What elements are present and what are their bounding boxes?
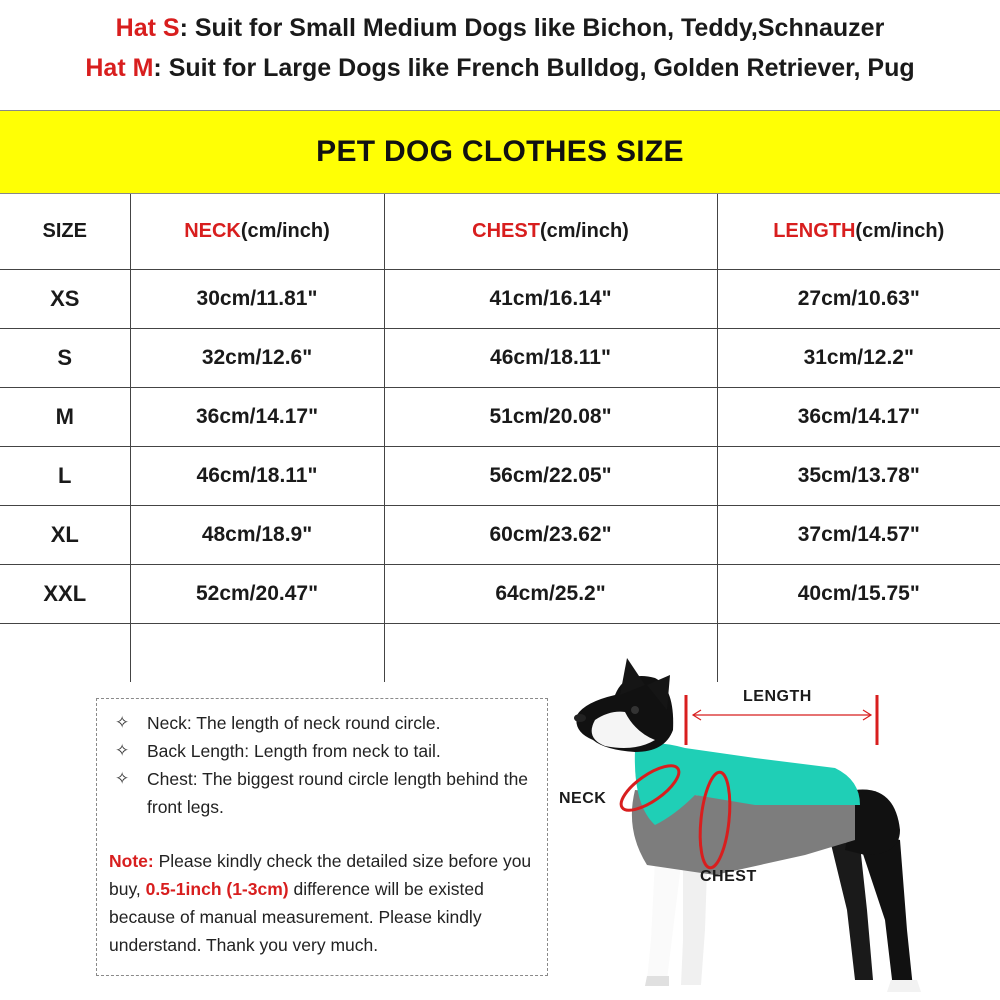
dog-back-paw [887, 980, 921, 992]
length-cell: 27cm/10.63" [717, 269, 1000, 328]
note-back-length: Back Length: Length from neck to tail. [147, 741, 441, 761]
header-size: SIZE [0, 194, 130, 269]
table-header-row [0, 194, 1000, 269]
note-label: Note: [109, 851, 154, 871]
hat-s-label: Hat S [115, 14, 180, 42]
size-table [0, 194, 1000, 682]
neck-cell: 32cm/12.6" [130, 328, 384, 387]
hat-s-line [0, 14, 1000, 43]
dog-measurement-diagram [555, 640, 1000, 1000]
note-highlight: 0.5-1inch (1-3cm) [145, 879, 289, 899]
hat-m-text: : Suit for Large Dogs like French Bulldog, Golden Retriever, Pug [153, 54, 915, 82]
size-cell: XS [0, 269, 130, 328]
header-chest-label: CHEST [472, 219, 540, 242]
chest-cell: 51cm/20.08" [384, 387, 717, 446]
list-item [109, 765, 535, 821]
size-cell: XXL [0, 564, 130, 623]
notes-list [109, 709, 535, 821]
four-point-star-icon: ✧ [115, 769, 130, 788]
chest-cell: 41cm/16.14" [384, 269, 717, 328]
table-row [0, 387, 1000, 446]
header-length-label: LENGTH [773, 219, 856, 242]
header-chest [384, 194, 717, 269]
neck-label: NECK [559, 790, 607, 807]
dog-paw-shadow [645, 976, 669, 986]
neck-cell: 48cm/18.9" [130, 505, 384, 564]
length-cell: 40cm/15.75" [717, 564, 1000, 623]
chest-cell: 64cm/25.2" [384, 564, 717, 623]
note-text-1: Please kindly check the detailed size before you buy, [109, 851, 532, 899]
table-row [0, 505, 1000, 564]
length-label: LENGTH [743, 688, 812, 705]
neck-cell: 36cm/14.17" [130, 387, 384, 446]
length-cell: 36cm/14.17" [717, 387, 1000, 446]
size-chart-banner: PET DOG CLOTHES SIZE [0, 110, 1000, 194]
table-row [0, 564, 1000, 623]
four-point-star-icon: ✧ [115, 741, 130, 760]
size-cell: M [0, 387, 130, 446]
hat-m-line [0, 54, 1000, 83]
table-row [0, 446, 1000, 505]
note-chest: Chest: The biggest round circle length behind the front legs. [147, 769, 529, 817]
chest-cell: 56cm/22.05" [384, 446, 717, 505]
length-cell: 31cm/12.2" [717, 328, 1000, 387]
list-item [109, 709, 535, 737]
length-cell: 35cm/13.78" [717, 446, 1000, 505]
neck-cell: 46cm/18.11" [130, 446, 384, 505]
table-row [0, 328, 1000, 387]
note-text-2: difference will be existed because of manual measurement. Please kindly understand. Thank you very much. [109, 879, 484, 955]
chest-cell: 60cm/23.62" [384, 505, 717, 564]
table-row [0, 269, 1000, 328]
neck-cell: 30cm/11.81" [130, 269, 384, 328]
chest-label: CHEST [700, 868, 757, 885]
size-note [109, 847, 535, 959]
neck-cell: 52cm/20.47" [130, 564, 384, 623]
dog-eye [631, 706, 639, 714]
header-neck-unit: (cm/inch) [240, 219, 330, 242]
list-item [109, 737, 535, 765]
note-neck: Neck: The length of neck round circle. [147, 713, 441, 733]
dog-nose [574, 714, 586, 722]
header-chest-unit: (cm/inch) [539, 219, 629, 242]
length-cell: 37cm/14.57" [717, 505, 1000, 564]
size-cell: XL [0, 505, 130, 564]
four-point-star-icon: ✧ [115, 713, 130, 732]
size-cell: L [0, 446, 130, 505]
size-cell: S [0, 328, 130, 387]
header-length-unit: (cm/inch) [855, 219, 945, 242]
hat-s-text: : Suit for Small Medium Dogs like Bichon, Teddy,Schnauzer [179, 14, 885, 42]
dog-front-leg [647, 860, 681, 980]
header-neck-label: NECK [184, 219, 241, 242]
header-neck [130, 194, 384, 269]
header-length [717, 194, 1000, 269]
measurement-notes [96, 698, 548, 976]
hat-m-label: Hat M [85, 54, 154, 82]
chest-cell: 46cm/18.11" [384, 328, 717, 387]
